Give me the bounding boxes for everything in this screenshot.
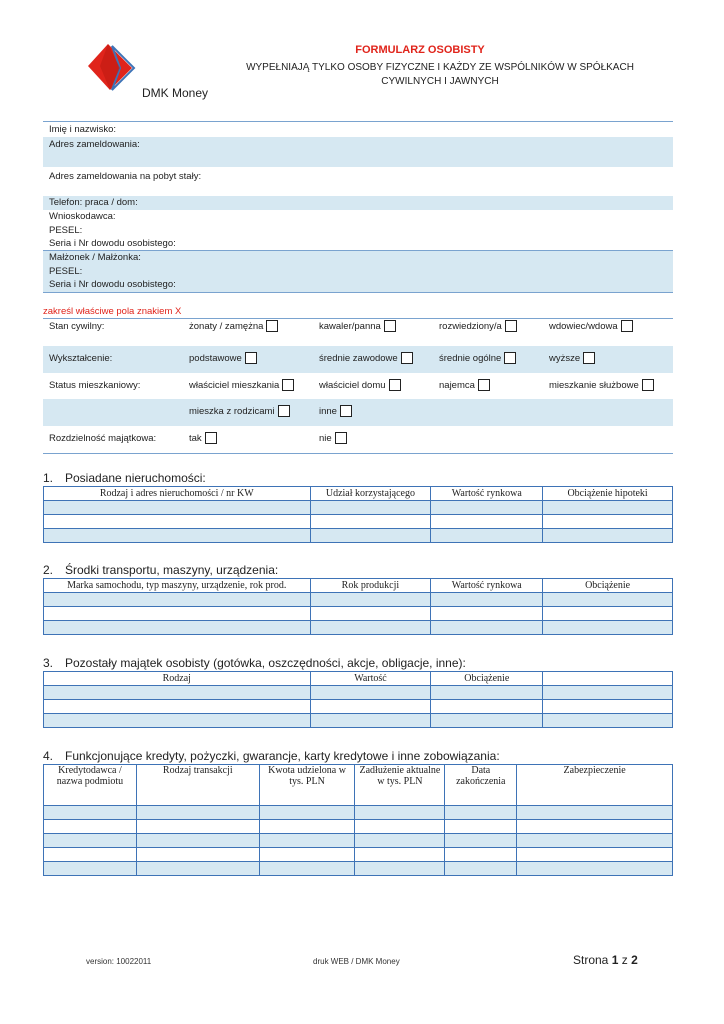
table-cell[interactable] <box>310 686 431 700</box>
table-cell[interactable] <box>44 621 311 635</box>
checkbox-icon[interactable] <box>478 379 490 391</box>
table-cell[interactable] <box>355 862 445 876</box>
table-cell[interactable] <box>517 834 673 848</box>
checkbox-icon[interactable] <box>278 405 290 417</box>
option-label: wdowiec/wdowa <box>549 321 618 332</box>
option-label: właściciel domu <box>319 380 386 391</box>
column-header: Zabezpieczenie <box>517 765 673 806</box>
personal-data-block <box>43 121 673 293</box>
table-cell[interactable] <box>431 593 543 607</box>
checkbox-icon[interactable] <box>245 352 257 364</box>
option-other[interactable] <box>319 404 352 420</box>
column-header: Rok produkcji <box>310 579 431 593</box>
table-cell[interactable] <box>259 820 355 834</box>
table-cell[interactable] <box>44 862 137 876</box>
table-cell[interactable] <box>543 621 673 635</box>
table-row <box>44 714 673 728</box>
table-cell[interactable] <box>44 515 311 529</box>
table-row <box>44 501 673 515</box>
table-cell[interactable] <box>431 501 543 515</box>
table-row <box>44 820 673 834</box>
applicant-id-number[interactable]: Seria i Nr dowodu osobistego: <box>49 238 176 249</box>
form-title: FORMULARZ OSOBISTY <box>355 44 485 56</box>
page-indicator <box>573 953 638 967</box>
option-general[interactable] <box>439 351 516 367</box>
table-row <box>44 862 673 876</box>
spouse-section <box>43 251 673 293</box>
option-with-parents[interactable] <box>189 404 290 420</box>
table-row <box>44 529 673 543</box>
name-field[interactable]: Imię i nazwisko: <box>49 124 117 135</box>
table-cell[interactable] <box>517 848 673 862</box>
table-cell[interactable] <box>445 820 517 834</box>
table-cell[interactable] <box>431 607 543 621</box>
section-number: 1. <box>43 471 54 485</box>
section-number: 3. <box>43 656 54 670</box>
table-cell[interactable] <box>310 714 431 728</box>
table-row <box>44 834 673 848</box>
table-cell[interactable] <box>44 848 137 862</box>
table-cell[interactable] <box>136 820 259 834</box>
option-label: średnie ogólne <box>439 353 502 364</box>
column-header: Wartość rynkowa <box>431 579 543 593</box>
table-cell[interactable] <box>445 834 517 848</box>
checkbox-icon[interactable] <box>266 320 278 332</box>
table-cell[interactable] <box>445 806 517 820</box>
table-cell[interactable] <box>431 686 543 700</box>
brand-name: DMK Money <box>142 86 209 100</box>
table-cell[interactable] <box>445 848 517 862</box>
section-title: Środki transportu, maszyny, urządzenia: <box>65 563 279 577</box>
property-separation-row <box>43 426 673 453</box>
table-row <box>44 848 673 862</box>
table-cell[interactable] <box>431 529 543 543</box>
dmk-logo <box>86 42 136 92</box>
marital-status-row <box>43 319 673 346</box>
table-cell[interactable] <box>355 834 445 848</box>
real-estate-table <box>43 486 673 543</box>
table-cell[interactable] <box>310 515 431 529</box>
table-header <box>44 487 673 501</box>
section-title: Funkcjonujące kredyty, pożyczki, gwarancje, karty kredytowe i inne zobowiązania: <box>65 749 500 763</box>
option-label: najemca <box>439 380 475 391</box>
column-header: Marka samochodu, typ maszyny, urządzenie, rok prod. <box>44 579 311 593</box>
table-cell[interactable] <box>136 862 259 876</box>
education-row <box>43 346 673 373</box>
option-single[interactable] <box>319 319 396 335</box>
table-row <box>44 607 673 621</box>
table-cell[interactable] <box>431 714 543 728</box>
table-cell[interactable] <box>445 862 517 876</box>
table-row <box>44 686 673 700</box>
column-header <box>543 672 673 686</box>
table-cell[interactable] <box>310 607 431 621</box>
total-pages: 2 <box>631 953 638 967</box>
current-page: 1 <box>611 953 619 967</box>
option-label: średnie zawodowe <box>319 353 398 364</box>
table-cell[interactable] <box>543 714 673 728</box>
section-3-heading <box>43 656 466 670</box>
option-higher[interactable] <box>549 351 595 367</box>
option-flat-owner[interactable] <box>189 378 294 394</box>
table-cell[interactable] <box>44 806 137 820</box>
option-married[interactable] <box>189 319 278 335</box>
column-header: Zadłużenie aktualne w tys. PLN <box>355 765 445 806</box>
table-cell[interactable] <box>44 834 137 848</box>
footer-print-info: druk WEB / DMK Money <box>313 957 400 966</box>
table-row <box>44 700 673 714</box>
subtitle-line-1: WYPEŁNIAJĄ TYLKO OSOBY FIZYCZNE I KAŻDY ZE WSPÓLNIKÓW W SPÓŁKACH <box>246 62 634 73</box>
table-cell[interactable] <box>44 593 311 607</box>
table-cell[interactable] <box>431 621 543 635</box>
section-2-heading <box>43 563 278 577</box>
liabilities-table <box>43 764 673 876</box>
section-number: 2. <box>43 563 54 577</box>
form-subtitle <box>240 61 640 89</box>
option-widowed[interactable] <box>549 319 633 335</box>
column-header: Kredytodawca / nazwa podmiotu <box>44 765 137 806</box>
table-row <box>44 593 673 607</box>
table-cell[interactable] <box>136 834 259 848</box>
table-cell[interactable] <box>543 529 673 543</box>
table-header <box>44 765 673 806</box>
property-separation-label: Rozdzielność majątkowa: <box>49 433 157 444</box>
marital-status-label: Stan cywilny: <box>49 321 105 332</box>
table-cell[interactable] <box>44 501 311 515</box>
column-header: Data zakończenia <box>445 765 517 806</box>
column-header: Rodzaj transakcji <box>136 765 259 806</box>
table-cell[interactable] <box>259 848 355 862</box>
checkbox-icon[interactable] <box>335 432 347 444</box>
table-cell[interactable] <box>310 593 431 607</box>
footer-version: version: 10022011 <box>86 957 152 966</box>
option-tenant[interactable] <box>439 378 490 394</box>
option-yes[interactable] <box>189 431 217 447</box>
table-cell[interactable] <box>310 501 431 515</box>
table-row <box>44 515 673 529</box>
table-row <box>44 806 673 820</box>
option-service-flat[interactable] <box>549 378 654 394</box>
housing-row <box>43 373 673 399</box>
section-1-heading <box>43 471 206 485</box>
instruction-note: zakreśl właściwe pola znakiem X <box>43 306 182 317</box>
table-cell[interactable] <box>259 806 355 820</box>
option-no[interactable] <box>319 431 347 447</box>
option-house-owner[interactable] <box>319 378 401 394</box>
housing-label: Status mieszkaniowy: <box>49 380 141 391</box>
table-cell[interactable] <box>543 501 673 515</box>
table-cell[interactable] <box>543 515 673 529</box>
table-cell[interactable] <box>355 806 445 820</box>
option-label: właściciel mieszkania <box>189 380 280 391</box>
table-cell[interactable] <box>310 529 431 543</box>
applicant-section <box>43 210 673 251</box>
table-cell[interactable] <box>431 700 543 714</box>
checkbox-icon[interactable] <box>621 320 633 332</box>
column-header: Obciążenie <box>543 579 673 593</box>
section-title: Pozostały majątek osobisty (gotówka, oszczędności, akcje, obligacje, inne): <box>65 656 466 670</box>
applicant-pesel[interactable]: PESEL: <box>49 224 83 236</box>
option-label: mieszkanie służbowe <box>549 380 639 391</box>
checkbox-icon[interactable] <box>505 320 517 332</box>
table-cell[interactable] <box>136 806 259 820</box>
permanent-address-field[interactable]: Adres zameldowania na pobyt stały: <box>49 171 202 182</box>
table-cell[interactable] <box>355 848 445 862</box>
checkbox-icon[interactable] <box>504 352 516 364</box>
spouse-id-number[interactable]: Seria i Nr dowodu osobistego: <box>49 279 176 290</box>
table-header <box>44 579 673 593</box>
table-cell[interactable] <box>517 862 673 876</box>
table-cell[interactable] <box>355 820 445 834</box>
table-cell[interactable] <box>543 686 673 700</box>
checkbox-icon[interactable] <box>384 320 396 332</box>
section-number: 4. <box>43 749 54 763</box>
option-label: tak <box>189 433 202 444</box>
column-header: Udział korzystającego <box>310 487 431 501</box>
address-field[interactable]: Adres zameldowania: <box>43 137 673 167</box>
table-row <box>44 621 673 635</box>
checkbox-icon[interactable] <box>401 352 413 364</box>
checkbox-icon[interactable] <box>389 379 401 391</box>
column-header: Rodzaj <box>44 672 311 686</box>
checkbox-icon[interactable] <box>205 432 217 444</box>
table-cell[interactable] <box>310 621 431 635</box>
column-header: Obciążenie hipoteki <box>543 487 673 501</box>
phone-field[interactable]: Telefon: praca / dom: <box>43 196 673 210</box>
section-title: Posiadane nieruchomości: <box>65 471 206 485</box>
option-label: mieszka z rodzicami <box>189 406 275 417</box>
table-cell[interactable] <box>44 607 311 621</box>
table-cell[interactable] <box>44 700 311 714</box>
column-header: Kwota udzielona w tys. PLN <box>259 765 355 806</box>
spouse-pesel[interactable]: PESEL: <box>49 265 83 277</box>
section-4-heading <box>43 749 500 763</box>
table-cell[interactable] <box>44 529 311 543</box>
checkbox-icon[interactable] <box>340 405 352 417</box>
option-label: kawaler/panna <box>319 321 381 332</box>
applicant-label[interactable]: Wnioskodawca: <box>49 211 116 222</box>
option-label: nie <box>319 433 332 444</box>
table-cell[interactable] <box>44 714 311 728</box>
table-cell[interactable] <box>44 820 137 834</box>
checkbox-icon[interactable] <box>583 352 595 364</box>
subtitle-line-2: CYWILNYCH I JAWNYCH <box>381 76 499 87</box>
table-cell[interactable] <box>431 515 543 529</box>
table-cell[interactable] <box>310 700 431 714</box>
page-of: z <box>621 953 628 967</box>
table-cell[interactable] <box>517 806 673 820</box>
column-header: Rodzaj i adres nieruchomości / nr KW <box>44 487 311 501</box>
housing-row-2 <box>43 399 673 426</box>
table-cell[interactable] <box>543 593 673 607</box>
option-label: inne <box>319 406 337 417</box>
option-divorced[interactable] <box>439 319 517 335</box>
table-cell[interactable] <box>259 862 355 876</box>
option-label: rozwiedziony/a <box>439 321 502 332</box>
column-header: Wartość rynkowa <box>431 487 543 501</box>
table-header <box>44 672 673 686</box>
checkbox-icon[interactable] <box>282 379 294 391</box>
table-cell[interactable] <box>543 700 673 714</box>
table-cell[interactable] <box>259 834 355 848</box>
option-primary[interactable] <box>189 351 257 367</box>
option-vocational[interactable] <box>319 351 413 367</box>
table-cell[interactable] <box>136 848 259 862</box>
status-block <box>43 318 673 454</box>
table-cell[interactable] <box>517 820 673 834</box>
spouse-label[interactable]: Małżonek / Małżonka: <box>49 252 141 263</box>
column-header: Wartość <box>310 672 431 686</box>
education-label: Wykształcenie: <box>49 353 113 364</box>
column-header: Obciążenie <box>431 672 543 686</box>
vehicles-table <box>43 578 673 635</box>
table-cell[interactable] <box>44 686 311 700</box>
option-label: podstawowe <box>189 353 242 364</box>
option-label: żonaty / zamężna <box>189 321 264 332</box>
table-cell[interactable] <box>543 607 673 621</box>
checkbox-icon[interactable] <box>642 379 654 391</box>
page-word: Strona <box>573 953 609 967</box>
other-assets-table <box>43 671 673 728</box>
option-label: wyższe <box>549 353 581 364</box>
